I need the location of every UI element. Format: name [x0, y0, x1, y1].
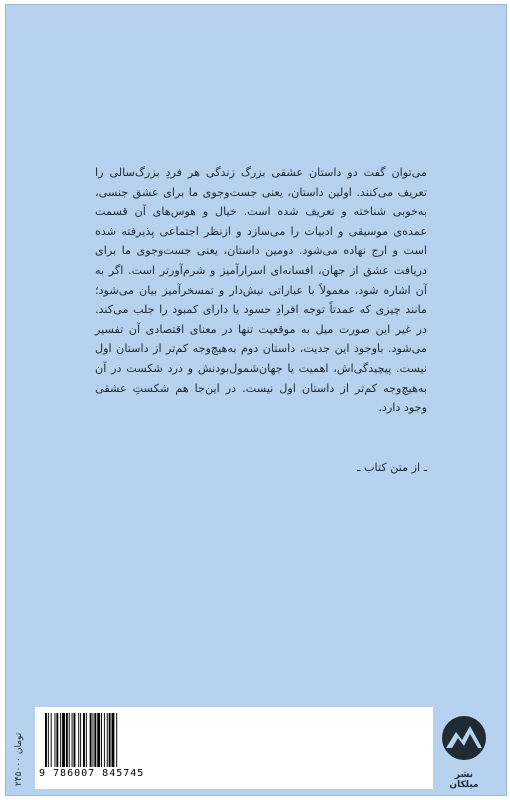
- barcode-bar: [72, 713, 73, 767]
- barcode-bar: [78, 713, 79, 767]
- source-attribution: ـ از متن کتاب ـ: [357, 461, 427, 474]
- barcode-bar: [116, 713, 117, 767]
- barcode-bar: [83, 713, 85, 767]
- isbn-barcode: [35, 707, 433, 789]
- barcode-bar: [112, 713, 115, 767]
- barcode-bar: [74, 713, 76, 767]
- barcode-bars: [43, 713, 163, 767]
- price-text: ۲۴۵۰۰۰ تومان: [14, 732, 24, 786]
- barcode-bar: [94, 713, 96, 767]
- isbn-digits: 9 786007 845745: [39, 768, 145, 779]
- barcode-bar: [80, 713, 81, 767]
- blurb-paragraph: می‌توان گفت دو داستان عشقی بزرگ زندگی هر فردِ بزرگ‌سالی را تعریف می‌کنند. اولین داستان، یعنی جست‌وجوی ما برای عشق جنسی، به‌خوبی شناخته و تعریف شده است. خیال و هوس‌های آن قسمت عمده‌ی موسیقی و ادبیات را می‌سازد و ازنظر اجتماعی پذیرفته شده است و ارج نهاده می‌شود. دومین داستان، یعنی جست‌وجوی ما برای دریافت عشق از جهان، افسانه‌ای اسرارآمیز و شرم‌آورتر است. اگر به آن اشاره شود، معمولاً با عباراتی نیش‌دار و تمسخرآمیز بیان می‌شود؛ مانند چیزی که عمدتاً توجه افرادِ حسود یا دارای کمبود را جلب می‌کند. در غیر این صورت میل به موقعیت تنها در معنای اقتصادی آن تفسیر می‌شود. باوجود این جدیت، داستان دوم به‌هیچ‌وجه کم‌تر از داستان اول نیست. پیچیدگی‌اش، اهمیت یا جهان‌شمول‌بودنش و درد شکست در آن به‌هیچ‌وجه کم‌تر از داستان اول نیست. در این‌جا هم شکستِ عشقی وجود دارد.: [95, 166, 427, 415]
- barcode-bar: [55, 713, 56, 767]
- price-label: [14, 706, 28, 786]
- barcode-bar: [69, 713, 70, 767]
- barcode-bar: [60, 713, 61, 767]
- barcode-bar: [107, 713, 108, 767]
- barcode-bar: [109, 713, 111, 767]
- barcode-bar: [56, 713, 58, 767]
- barcode-bar: [90, 713, 92, 767]
- barcode-bar: [66, 713, 68, 767]
- barcode-bar: [104, 713, 105, 767]
- barcode-bar: [101, 713, 102, 767]
- barcode-bar: [86, 713, 87, 767]
- barcode-bar: [93, 713, 94, 767]
- barcode-bar: [45, 713, 47, 767]
- blurb-text: [95, 163, 427, 418]
- barcode-bar: [51, 713, 52, 767]
- barcode-bar: [62, 713, 65, 767]
- publisher-name: نشر میلکان: [449, 770, 479, 790]
- barcode-bar: [97, 713, 100, 767]
- barcode-bar: [48, 713, 49, 767]
